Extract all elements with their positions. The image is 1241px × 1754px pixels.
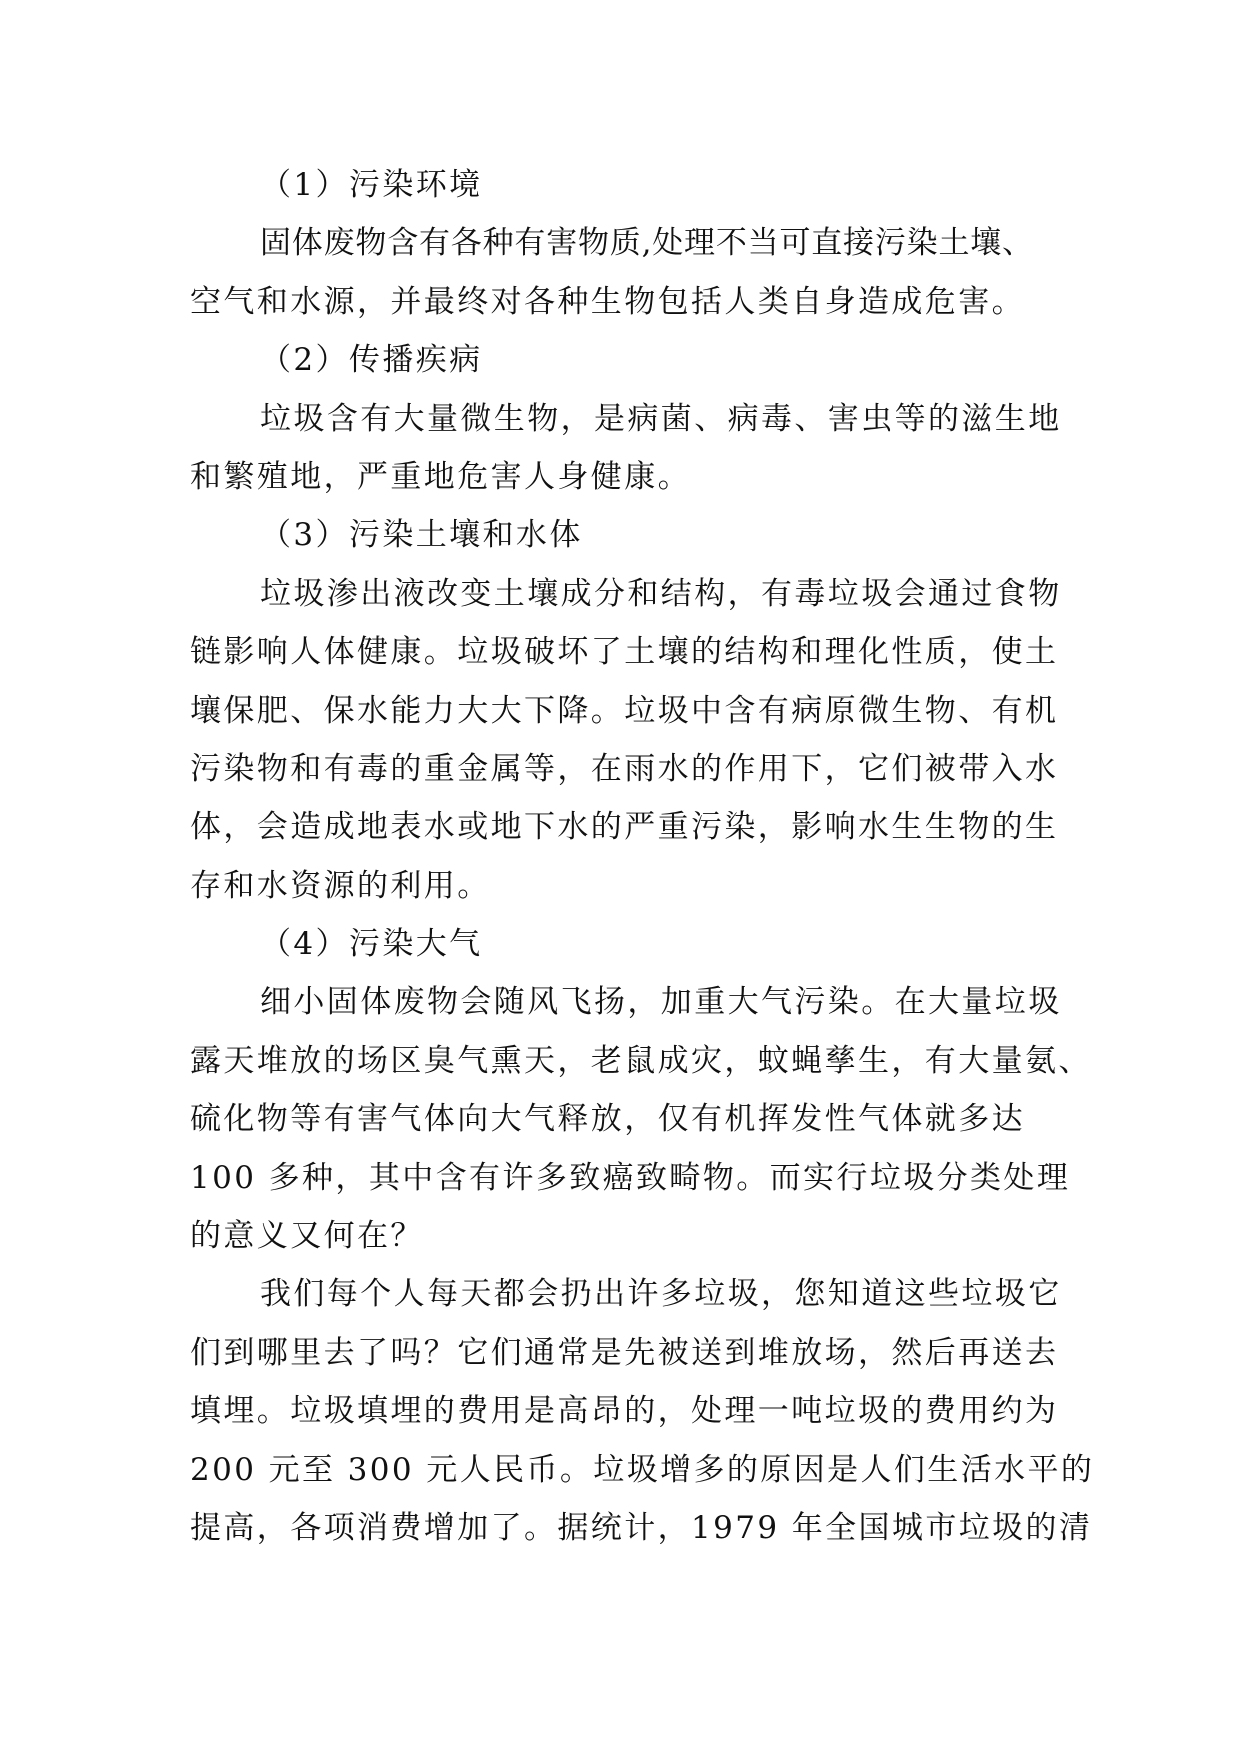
paragraph-line: 细小固体废物会随风飞扬，加重大气污染。在大量垃圾 [260, 984, 1062, 1021]
paragraph-line: 污染物和有毒的重金属等，在雨水的作用下，它们被带入水 [190, 750, 1059, 787]
paragraph-line: 链影响人体健康。垃圾破坏了土壤的结构和理化性质，使土 [190, 634, 1059, 671]
paragraph-line: 露天堆放的场区臭气熏天，老鼠成灾，蚊蝇孳生，有大量氨、 [190, 1042, 1092, 1079]
paragraph-line: 存和水资源的利用。 [190, 867, 491, 904]
paragraph-line: 硫化物等有害气体向大气释放，仅有机挥发性气体就多达 [190, 1101, 1025, 1138]
paragraph-line: 和繁殖地，严重地危害人身健康。 [190, 458, 691, 495]
paragraph-line: 固体废物含有各种有害物质,处理不当可直接污染土壤、 [260, 225, 1034, 262]
paragraph-line: 提高，各项消费增加了。据统计，1979 年全国城市垃圾的清 [190, 1509, 1093, 1546]
paragraph-line: 体，会造成地表水或地下水的严重污染，影响水生生物的生 [190, 809, 1059, 846]
paragraph-line: 们到哪里去了吗？它们通常是先被送到堆放场，然后再送去 [190, 1334, 1059, 1371]
paragraph-line: 的意义又何在？ [190, 1218, 424, 1255]
paragraph-line: 空气和水源，并最终对各种生物包括人类自身造成危害。 [190, 283, 1025, 320]
paragraph-line: 我们每个人每天都会扔出许多垃圾，您知道这些垃圾它 [260, 1276, 1062, 1313]
heading-pollute-environment: （1）污染环境 [260, 167, 483, 203]
paragraph-line: 100 多种，其中含有许多致癌致畸物。而实行垃圾分类处理 [190, 1159, 1071, 1196]
document-page [190, 156, 1095, 1557]
heading-pollute-air: （4）污染大气 [260, 926, 483, 963]
paragraph-line: 壤保肥、保水能力大大下降。垃圾中含有病原微生物、有机 [190, 692, 1059, 729]
heading-spread-disease: （2）传播疾病 [260, 342, 483, 379]
paragraph-line: 垃圾含有大量微生物，是病菌、病毒、害虫等的滋生地 [260, 400, 1062, 437]
paragraph-line: 200 元至 300 元人民币。垃圾增多的原因是人们生活水平的 [190, 1451, 1095, 1488]
heading-pollute-soil-water: （3）污染土壤和水体 [260, 517, 583, 554]
paragraph-line: 垃圾渗出液改变土壤成分和结构，有毒垃圾会通过食物 [260, 575, 1062, 612]
paragraph-line: 填埋。垃圾填埋的费用是高昂的，处理一吨垃圾的费用约为 [190, 1393, 1059, 1430]
